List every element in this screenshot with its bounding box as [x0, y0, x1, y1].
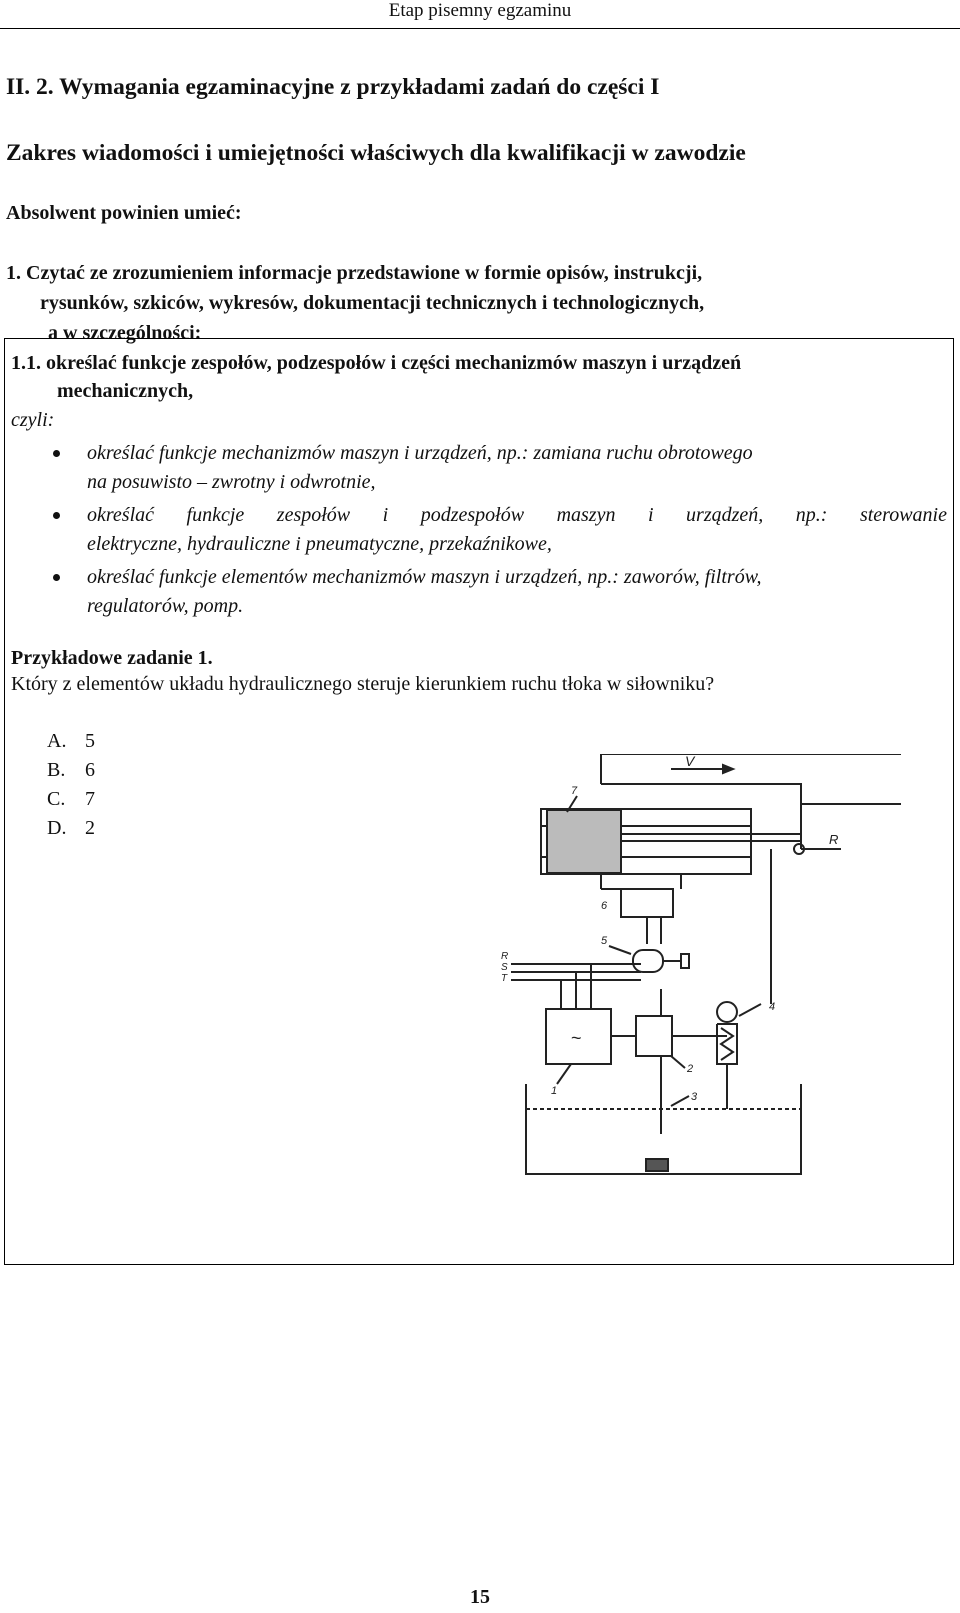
answer-value: 7 [85, 788, 95, 810]
requirement-block [6, 258, 946, 348]
bullet-line-1: określać funkcje mechanizmów maszyn i urządzeń, np.: zamiana ruchu obrotowego [87, 442, 753, 464]
subrequirement-line-2: mechanicznych, [57, 380, 194, 402]
bullet-dot-icon [53, 450, 60, 457]
relay-solenoid [601, 935, 689, 972]
label-v: V [685, 754, 695, 769]
answer-letter: D. [47, 817, 67, 839]
answer-option-a [47, 727, 95, 756]
list-item [11, 501, 947, 559]
label-phase-r: R [501, 951, 509, 962]
absolwent-heading: Absolwent powinien umieć: [6, 202, 242, 224]
bullet-line-1: określać funkcje zespołów i podzespołów maszyn i urządzeń, np.: sterowanie [87, 504, 947, 526]
power-lines [501, 951, 641, 1009]
label-phase-t: T [501, 973, 508, 984]
answer-list [47, 727, 95, 843]
section-title: II. 2. Wymagania egzaminacyjne z przykładami zadań do części I [6, 74, 660, 100]
motor-pump [546, 989, 693, 1134]
label-4: 4 [769, 1001, 776, 1013]
answer-value: 2 [85, 817, 95, 839]
answer-value: 5 [85, 730, 95, 752]
example-title: Przykładowe zadanie 1. [11, 647, 213, 669]
subrequirement-heading [11, 349, 941, 405]
answer-letter: B. [47, 759, 66, 781]
directional-valve [601, 874, 681, 944]
label-phase-s: S [501, 962, 508, 973]
section-subtitle: Zakres wiadomości i umiejętności właściwych dla kwalifikacji w zawodzie [6, 140, 746, 166]
example-question: Który z elementów układu hydraulicznego steruje kierunkiem ruchu tłoka w siłowniku? [11, 673, 715, 695]
answer-option-d [47, 814, 95, 843]
hydraulic-circuit-diagram [501, 754, 901, 1214]
bullet-dot-icon [53, 512, 60, 519]
header-rule [0, 28, 960, 29]
page-number: 15 [470, 1586, 490, 1608]
requirement-line-1: 1. Czytać ze zrozumieniem informacje przedstawione w formie opisów, instrukcji, [6, 262, 703, 284]
requirement-line-3: a w szczególności: [48, 322, 202, 344]
answer-letter: A. [47, 730, 67, 752]
label-1: 1 [551, 1085, 558, 1097]
answer-option-c [47, 785, 95, 814]
label-2: 2 [687, 1063, 694, 1075]
requirement-line-2: rysunków, szkiców, wykresów, dokumentacji technicznych i technologicznych, [40, 292, 705, 314]
oil-tank [526, 1084, 801, 1174]
bullet-list [11, 439, 947, 625]
list-item [11, 439, 947, 497]
subrequirement-line-1: 1.1. określać funkcje zespołów, podzespołów i części mechanizmów maszyn i urządzeń [11, 352, 742, 374]
answer-value: 6 [85, 759, 95, 781]
label-3: 3 [691, 1091, 698, 1103]
label-r: R [829, 832, 839, 847]
answer-option-b [47, 756, 95, 785]
czyli-label: czyli: [11, 409, 55, 431]
list-item [11, 563, 947, 621]
label-motor: ~ [571, 1028, 582, 1048]
running-header: Etap pisemny egzaminu [388, 0, 572, 21]
label-7: 7 [571, 785, 578, 797]
bullet-line-2: na posuwisto – zwrotny i odwrotnie, [87, 471, 376, 493]
bullet-dot-icon [53, 574, 60, 581]
bullet-line-1: określać funkcje elementów mechanizmów maszyn i urządzeń, np.: zaworów, filtrów, [87, 566, 762, 588]
label-6: 6 [601, 900, 608, 912]
label-5: 5 [601, 935, 608, 947]
bullet-line-2: regulatorów, pomp. [87, 595, 244, 617]
hydraulic-cylinder [541, 785, 801, 874]
answer-letter: C. [47, 788, 66, 810]
bullet-line-2: elektryczne, hydrauliczne i pneumatyczne, przekaźnikowe, [87, 533, 552, 555]
example-box [4, 338, 954, 1265]
